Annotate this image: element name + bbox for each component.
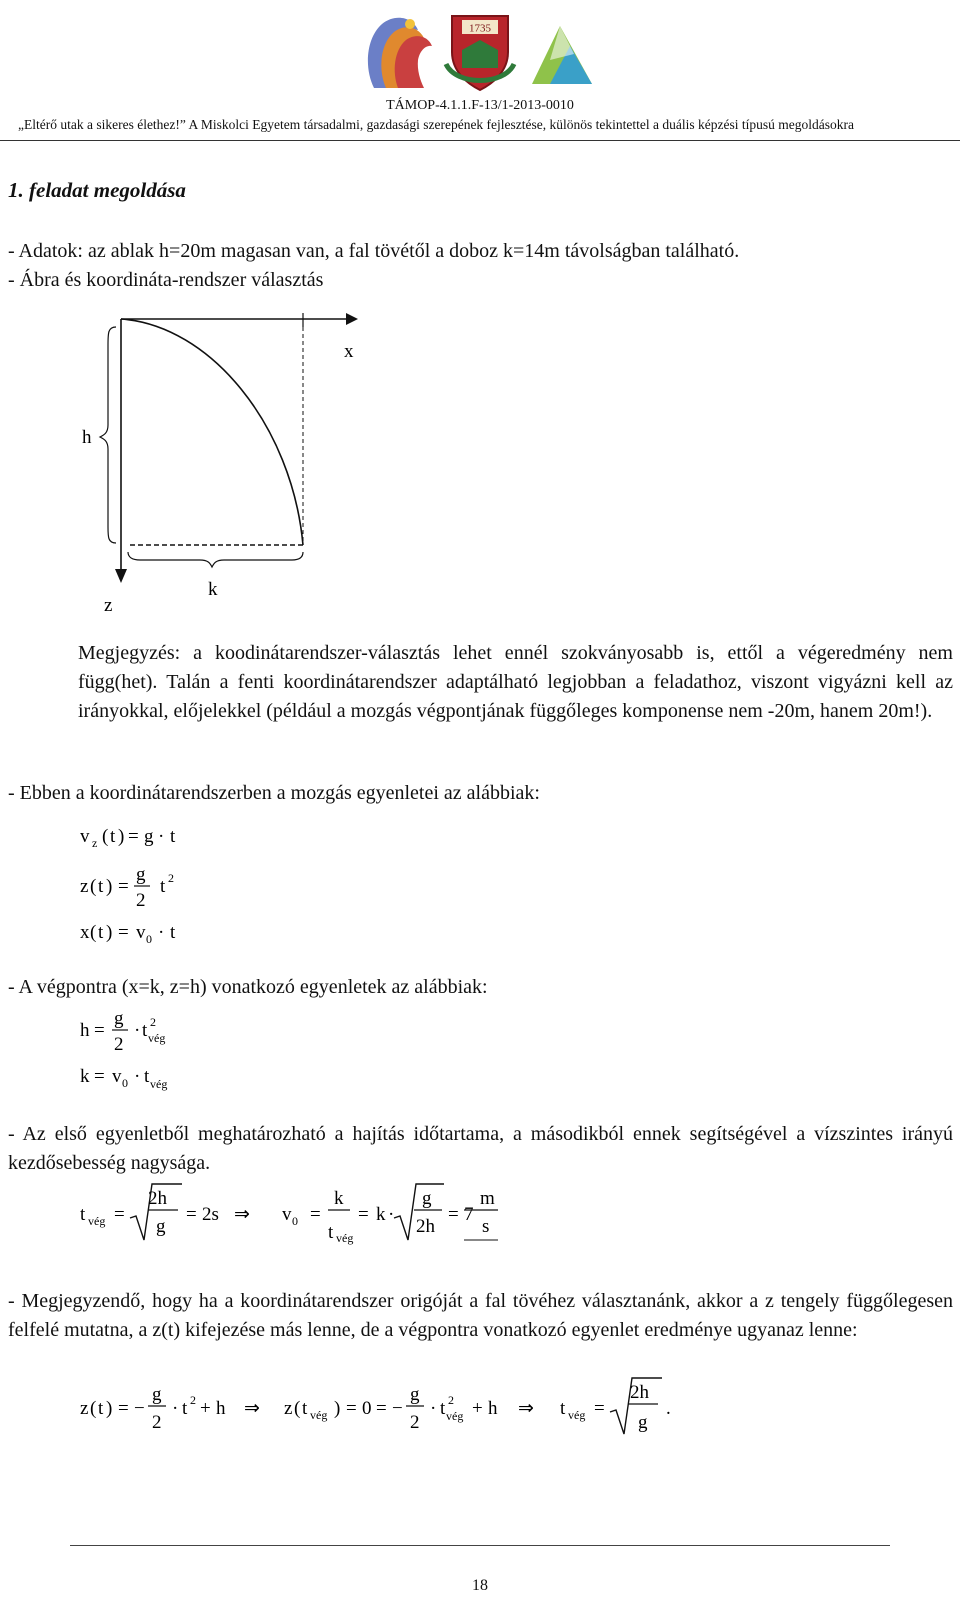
x-axis-arrow xyxy=(346,313,358,325)
svg-text:vég: vég xyxy=(568,1408,586,1422)
svg-text:t: t xyxy=(182,1398,188,1419)
header-divider xyxy=(0,140,960,141)
svg-text:t: t xyxy=(302,1398,308,1419)
svg-text:t: t xyxy=(160,876,166,897)
svg-text:=: = xyxy=(594,1398,605,1419)
svg-text:=: = xyxy=(128,826,139,847)
implies-arrow-2: ⇒ xyxy=(518,1398,534,1419)
svg-text:t: t xyxy=(110,826,116,847)
coordinate-figure xyxy=(70,305,390,635)
eq-h xyxy=(80,1008,165,1055)
svg-text:g: g xyxy=(410,1384,420,1405)
implies-arrow: ⇒ xyxy=(234,1204,250,1225)
profiles-logo-icon xyxy=(368,18,432,88)
svg-text:t: t xyxy=(98,922,104,943)
svg-text:0: 0 xyxy=(122,1076,128,1090)
svg-text:2h: 2h xyxy=(416,1216,435,1237)
project-code: TÁMOP-4.1.1.F-13/1-2013-0010 xyxy=(386,98,574,113)
header-logos xyxy=(360,8,600,98)
svg-text:=: = xyxy=(94,1066,105,1087)
svg-text:k: k xyxy=(376,1204,386,1225)
svg-text:t: t xyxy=(80,1204,86,1225)
svg-text:z: z xyxy=(92,836,98,850)
svg-text:+: + xyxy=(472,1398,483,1419)
k-brace xyxy=(128,552,303,567)
svg-text:x: x xyxy=(80,922,90,943)
svg-text:v: v xyxy=(136,922,146,943)
svg-text:g: g xyxy=(638,1412,648,1433)
svg-text:g: g xyxy=(144,826,154,847)
svg-text:−: − xyxy=(134,1398,145,1419)
svg-text:vég: vég xyxy=(88,1214,106,1228)
svg-text:=: = xyxy=(310,1204,321,1225)
h-brace xyxy=(100,327,116,543)
note-paragraph: Megjegyzés: a koodinátarendszer-választás lehet ennél szokványosabb is, ettől a végeredmény nem függ(het). Talán a fenti koordinátarendszer adaptálható legjobban a feladathoz, viszont vigyázni kell az irányokkal, előjelekkel (például a mozgás végpontjának függőleges komponense nem -20m, hanem 20m!). xyxy=(78,642,953,722)
endpoint-equations xyxy=(78,1004,278,1099)
solution-formulas xyxy=(78,1180,518,1250)
remark-formulas xyxy=(78,1372,698,1442)
svg-text:0: 0 xyxy=(292,1214,298,1228)
svg-text:(: ( xyxy=(90,876,97,897)
svg-text:=: = xyxy=(118,876,129,897)
svg-text:): ) xyxy=(118,826,125,847)
svg-text:k: k xyxy=(80,1066,90,1087)
intro-section xyxy=(8,237,953,295)
svg-text:t: t xyxy=(170,826,176,847)
eq-vz xyxy=(80,826,176,850)
svg-text:g: g xyxy=(114,1008,124,1029)
svg-text:g: g xyxy=(136,864,146,885)
z-axis-arrow xyxy=(115,569,127,583)
svg-text:·: · xyxy=(388,1204,395,1225)
svg-text:·: · xyxy=(134,1020,141,1041)
svg-text:t: t xyxy=(142,1020,148,1041)
k-label: k xyxy=(208,579,218,600)
svg-text:t: t xyxy=(328,1222,334,1243)
svg-text:t: t xyxy=(560,1398,566,1419)
svg-text:k: k xyxy=(334,1188,344,1209)
svg-text:t: t xyxy=(440,1398,446,1419)
svg-text:h: h xyxy=(488,1398,498,1419)
svg-text:2: 2 xyxy=(168,871,174,885)
svg-text:·: · xyxy=(134,1066,141,1087)
svg-text:2s: 2s xyxy=(202,1204,219,1225)
svg-text:vég: vég xyxy=(336,1231,354,1245)
svg-text:=: = xyxy=(358,1204,369,1225)
svg-text:): ) xyxy=(334,1398,341,1419)
svg-text:): ) xyxy=(106,876,113,897)
solution-intro: - Az első egyenletből meghatározható a hajítás időtartama, a másodikból ennek segítségével a vízszintes irányú kezdősebesség nagysága. xyxy=(8,1123,953,1174)
svg-text:=: = xyxy=(376,1398,387,1419)
svg-text:=: = xyxy=(448,1204,459,1225)
svg-text:v: v xyxy=(112,1066,122,1087)
university-crest-icon xyxy=(446,16,514,90)
svg-text:−: − xyxy=(392,1398,403,1419)
svg-text:2: 2 xyxy=(114,1034,124,1055)
svg-text:z: z xyxy=(284,1398,293,1419)
svg-text:2: 2 xyxy=(448,1393,454,1407)
svg-text:): ) xyxy=(106,1398,113,1419)
motion-equations xyxy=(78,820,278,960)
svg-text:7: 7 xyxy=(464,1204,474,1225)
equations-intro: - Ebben a koordinátarendszerben a mozgás egyenletei az alábbiak: xyxy=(8,782,540,804)
svg-text:2h: 2h xyxy=(630,1382,649,1403)
triangle-logo-icon xyxy=(532,26,592,84)
svg-text:2: 2 xyxy=(190,1393,196,1407)
project-title: „Eltérő utak a sikeres élethez!” A Miskolci Egyetem társadalmi, gazdasági szerepének fejlesztése, különös tekintettel a duális képzési típusú megoldásokra xyxy=(18,117,854,132)
x-axis-label: x xyxy=(344,341,354,362)
svg-text:g: g xyxy=(156,1216,166,1237)
svg-text:h: h xyxy=(80,1020,90,1041)
svg-text:=: = xyxy=(114,1204,125,1225)
svg-text:+: + xyxy=(200,1398,211,1419)
svg-text:z: z xyxy=(80,1398,89,1419)
svg-text:vég: vég xyxy=(310,1408,328,1422)
z-up-formula xyxy=(80,1384,226,1433)
svg-text:2: 2 xyxy=(136,890,146,911)
svg-text:vég: vég xyxy=(148,1031,166,1045)
svg-text:2h: 2h xyxy=(148,1188,167,1209)
svg-text:=: = xyxy=(94,1020,105,1041)
svg-text:=: = xyxy=(118,1398,129,1419)
svg-text:v: v xyxy=(282,1204,292,1225)
v0-formula xyxy=(282,1184,498,1245)
svg-text:·: · xyxy=(158,922,165,943)
z-end-formula xyxy=(284,1384,498,1433)
svg-text:): ) xyxy=(106,922,113,943)
t-veg-formula xyxy=(80,1184,219,1240)
svg-text:vég: vég xyxy=(446,1409,464,1423)
svg-text:t: t xyxy=(98,876,104,897)
svg-text:(: ( xyxy=(90,1398,97,1419)
svg-text:v: v xyxy=(80,826,90,847)
figure-line: - Ábra és koordináta-rendszer választás xyxy=(8,269,324,291)
crest-year: 1735 xyxy=(469,22,491,35)
svg-text:h: h xyxy=(216,1398,226,1419)
footer-divider xyxy=(70,1545,890,1546)
svg-text:t: t xyxy=(170,922,176,943)
svg-text:(: ( xyxy=(102,826,109,847)
data-line: - Adatok: az ablak h=20m magasan van, a fal tövétől a doboz k=14m távolságban található. xyxy=(8,240,740,262)
endpoint-intro: - A végpontra (x=k, z=h) vonatkozó egyenletek az alábbiak: xyxy=(8,976,488,998)
svg-text:g: g xyxy=(422,1188,432,1209)
trajectory-curve xyxy=(121,319,303,545)
eq-z xyxy=(80,864,174,911)
svg-text:s: s xyxy=(482,1216,490,1237)
page-number: 18 xyxy=(472,1577,488,1594)
svg-text:0: 0 xyxy=(146,932,152,946)
svg-text:=: = xyxy=(186,1204,197,1225)
svg-text:·: · xyxy=(430,1398,437,1419)
z-axis-label: z xyxy=(104,595,113,616)
page-title: 1. feladat megoldása xyxy=(8,178,186,202)
svg-text:z: z xyxy=(80,876,89,897)
svg-text:·: · xyxy=(158,826,165,847)
svg-text:=: = xyxy=(346,1398,357,1419)
svg-text:m: m xyxy=(480,1188,495,1209)
t-veg-up-formula xyxy=(560,1378,671,1434)
h-label: h xyxy=(82,427,92,448)
eq-k xyxy=(80,1066,167,1091)
svg-text:2: 2 xyxy=(410,1412,420,1433)
svg-text:2: 2 xyxy=(152,1412,162,1433)
svg-text:(: ( xyxy=(90,922,97,943)
svg-text:t: t xyxy=(144,1066,150,1087)
svg-text:(: ( xyxy=(294,1398,301,1419)
svg-text:.: . xyxy=(666,1398,671,1419)
svg-text:g: g xyxy=(152,1384,162,1405)
eq-x xyxy=(80,922,176,946)
svg-text:=: = xyxy=(118,922,129,943)
implies-arrow-1: ⇒ xyxy=(244,1398,260,1419)
svg-text:2: 2 xyxy=(150,1015,156,1029)
svg-text:0: 0 xyxy=(362,1398,372,1419)
svg-text:·: · xyxy=(172,1398,179,1419)
remark-paragraph: - Megjegyzendő, hogy ha a koordinátarendszer origóját a fal tövéhez választanánk, akkor a z tengely függőlegesen felfelé mutatna, a z(t) kifejezése más lenne, de a végpontra vonatkozó egyenlet eredménye ugyanaz lenne: xyxy=(8,1290,953,1341)
svg-text:vég: vég xyxy=(150,1077,168,1091)
svg-text:t: t xyxy=(98,1398,104,1419)
